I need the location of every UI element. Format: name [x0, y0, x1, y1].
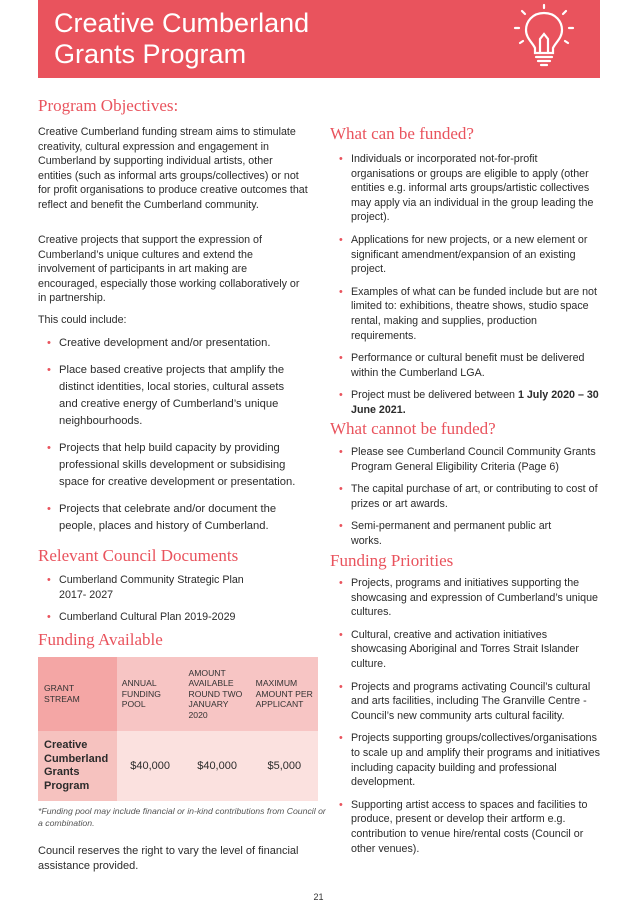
lightbulb-icon	[508, 3, 580, 75]
list-item: • Cultural, creative and activation initiatives showcasing Aboriginal and Torres Strait Islander culture.	[339, 628, 601, 672]
list-item: • Cumberland Cultural Plan 2019-2029	[47, 610, 262, 625]
list-item: • Examples of what can be funded include but are not limited to: exhibitions, theatre shows, studio space rental, making and supplies, production requirements.	[339, 285, 601, 343]
table-cell: $40,000	[184, 731, 251, 801]
list-item: • Place based creative projects that amplify the distinct identities, local stories, cultural assets and creative energy of Cumberland’s unique neighbourhoods.	[47, 362, 303, 430]
list-item: • Please see Cumberland Council Community Grants Program General Eligibility Criteria (Page 6)	[339, 445, 601, 474]
table-cell: $5,000	[251, 731, 318, 801]
objectives-paragraph-1: Creative Cumberland funding stream aims to stimulate creativity, cultural expression and engagement in Cumberland by supporting individual artists, other entities (such as informal arts groups/collectives) or not for profit organisations to produce creative outcomes that reflect and benefit the Cumberland community.	[38, 126, 308, 211]
header-banner	[38, 0, 600, 78]
page-number: 21	[313, 892, 324, 902]
can-fund-list	[339, 152, 601, 426]
cannot-fund-list	[339, 445, 601, 557]
list-item: • Projects and programs activating Council’s cultural and arts facilities, including The Granville Centre - Council’s new community arts cultural facility.	[339, 680, 601, 724]
title-line-1: Creative Cumberland	[54, 8, 310, 38]
objectives-paragraph-3: This could include:	[38, 314, 127, 326]
list-item: • Supporting artist access to spaces and facilities to produce, present or develop their artform e.g. contribution to venue hire/rental costs (Council or other venues).	[339, 798, 601, 856]
list-item: • The capital purchase of art, or contributing to cost of prizes or art awards.	[339, 482, 601, 511]
funding-reserve-text: Council reserves the right to vary the level of financial assistance provided.	[38, 845, 299, 872]
list-item	[339, 388, 601, 417]
objectives-paragraph-2: Creative projects that support the expression of Cumberland’s unique cultures and extend the involvement of participants in art making are encouraged, especially those working collaboratively or in partnership.	[38, 234, 300, 305]
column-header: MAXIMUM AMOUNT PER APPLICANT	[251, 657, 318, 731]
list-item: • Applications for new projects, or a new element or significant amendment/expansion of an existing project.	[339, 233, 601, 277]
list-item: • Projects that celebrate and/or document the people, places and history of Cumberland.	[47, 501, 303, 535]
priorities-heading: Funding Priorities	[330, 551, 454, 570]
list-item: • Projects supporting groups/collectives/organisations to scale up and amplify their programs and initiatives including capacity building and professional development.	[339, 731, 601, 789]
priorities-list	[339, 576, 601, 864]
list-item: • Creative development and/or presentation.	[47, 335, 303, 352]
funding-table	[38, 657, 318, 801]
objectives-list	[47, 335, 303, 545]
table-cell: $40,000	[117, 731, 184, 801]
cannot-fund-heading: What cannot be funded?	[330, 419, 496, 438]
list-item: • Cumberland Community Strategic Plan 2017- 2027	[47, 573, 262, 602]
table-cell: Creative Cumberland Grants Program	[38, 731, 117, 801]
list-item: • Performance or cultural benefit must be delivered within the Cumberland LGA.	[339, 351, 601, 380]
documents-heading: Relevant Council Documents	[38, 546, 239, 565]
column-header: ANNUAL FUNDING POOL	[117, 657, 184, 731]
delivery-dates: 1 July 2020 – 30 June 2021.	[351, 389, 599, 416]
list-item: • Semi-permanent and permanent public art works.	[339, 519, 561, 548]
documents-list	[47, 573, 262, 633]
list-item: • Individuals or incorporated not-for-profit organisations or groups are eligible to apply (other entities e.g. informal arts groups/artistic collectives may apply via an individual in the group leading the project).	[339, 152, 601, 225]
table-row	[38, 731, 318, 801]
title-line-2: Grants Program	[54, 39, 247, 69]
list-item: • Projects, programs and initiatives supporting the showcasing and expression of Cumberland’s unique cultures.	[339, 576, 601, 620]
column-header: GRANT STREAM	[38, 657, 117, 731]
page-title	[54, 8, 309, 70]
delivery-text: Project must be delivered between	[351, 389, 518, 402]
funding-heading: Funding Available	[38, 630, 163, 649]
table-header-row	[38, 657, 318, 731]
funding-note: *Funding pool may include financial or in-kind contributions from Council or a combination.	[38, 806, 326, 828]
can-fund-heading: What can be funded?	[330, 124, 474, 143]
objectives-heading: Program Objectives:	[38, 96, 179, 115]
column-header: AMOUNT AVAILABLE ROUND TWO JANUARY 2020	[184, 657, 251, 731]
list-item: • Projects that help build capacity by providing professional skills development or subsidising space for creative development or presentation.	[47, 440, 303, 491]
